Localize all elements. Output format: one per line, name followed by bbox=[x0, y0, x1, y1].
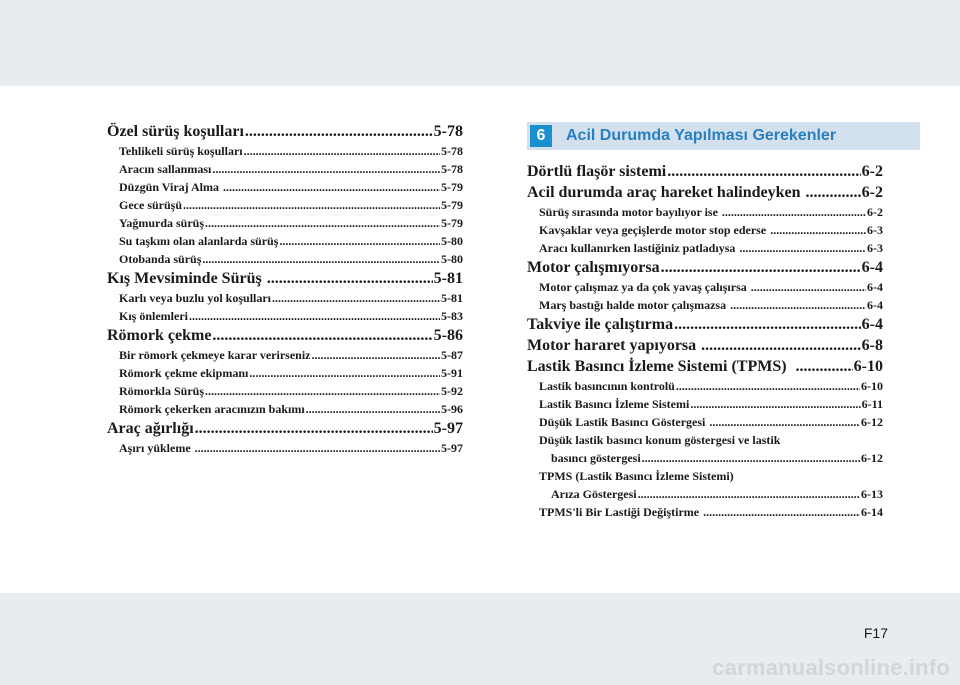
toc-entry-page: 5-79 bbox=[441, 216, 463, 230]
toc-subsection-entry[interactable] bbox=[527, 203, 883, 221]
toc-section-entry[interactable] bbox=[527, 335, 883, 356]
toc-entry-label: Kış önlemleri bbox=[119, 309, 188, 323]
toc-left-column bbox=[107, 121, 463, 457]
toc-entry-page: 5-86 bbox=[433, 327, 463, 344]
toc-section-entry[interactable] bbox=[107, 268, 463, 289]
toc-section-entry[interactable] bbox=[527, 161, 883, 182]
toc-leader-dots bbox=[701, 335, 861, 356]
toc-entry-label: Motor çalışmıyorsa bbox=[527, 259, 660, 276]
toc-leader-dots bbox=[770, 221, 866, 239]
toc-entry-label: Marş bastığı halde motor çalışmazsa bbox=[539, 298, 730, 312]
toc-subsection-entry[interactable] bbox=[527, 413, 883, 431]
toc-entry-page: 6-4 bbox=[861, 316, 883, 333]
toc-subsection-entry[interactable] bbox=[107, 214, 463, 232]
toc-leader-dots bbox=[202, 250, 440, 268]
toc-leader-dots bbox=[195, 418, 433, 439]
toc-subsection-entry[interactable] bbox=[527, 377, 883, 395]
toc-leader-dots bbox=[267, 268, 433, 289]
toc-entry-label: Arıza Göstergesi bbox=[551, 487, 637, 501]
toc-leader-dots bbox=[272, 289, 440, 307]
toc-subsection-entry[interactable] bbox=[107, 232, 463, 250]
toc-subsection-entry[interactable] bbox=[527, 278, 883, 296]
toc-entry-page: 6-13 bbox=[861, 487, 883, 501]
toc-leader-dots bbox=[690, 395, 860, 413]
toc-entry-label: Kış Mevsiminde Sürüş bbox=[107, 270, 266, 287]
toc-entry-page: 5-92 bbox=[441, 384, 463, 398]
toc-section-entry[interactable] bbox=[527, 257, 883, 278]
toc-entry-page: 5-78 bbox=[441, 162, 463, 176]
toc-entry-page: 6-2 bbox=[861, 163, 883, 180]
toc-subsection-entry[interactable] bbox=[527, 221, 883, 239]
toc-leader-dots bbox=[279, 232, 440, 250]
toc-entry-label: Düzgün Viraj Alma bbox=[119, 180, 223, 194]
toc-entry-label: Bir römork çekmeye karar verirseniz bbox=[119, 348, 311, 362]
toc-subsection-entry[interactable] bbox=[527, 395, 883, 413]
toc-entry-label: Aşırı yükleme bbox=[119, 441, 194, 455]
toc-entry-label: Römork çekme ekipmanı bbox=[119, 366, 249, 380]
toc-section-entry[interactable] bbox=[107, 325, 463, 346]
toc-entry-page: 5-80 bbox=[441, 252, 463, 266]
toc-subsection-entry[interactable] bbox=[527, 449, 883, 467]
top-band bbox=[0, 0, 960, 86]
toc-section-entry[interactable] bbox=[527, 182, 883, 203]
toc-subsection-entry[interactable] bbox=[527, 485, 883, 503]
toc-subsection-entry[interactable] bbox=[107, 439, 463, 457]
toc-section-entry[interactable] bbox=[107, 121, 463, 142]
toc-leader-dots bbox=[638, 485, 860, 503]
toc-subsection-entry[interactable] bbox=[107, 307, 463, 325]
toc-entry-label: Römork çekerken aracınızın bakımı bbox=[119, 402, 305, 416]
chapter-number-badge: 6 bbox=[530, 125, 552, 147]
toc-leader-dots bbox=[195, 439, 440, 457]
toc-leader-dots bbox=[796, 356, 853, 377]
toc-entry-label: Karlı veya buzlu yol koşulları bbox=[119, 291, 272, 305]
toc-entry-label: Lastik Basıncı İzleme Sistemi (TPMS) bbox=[527, 358, 795, 375]
toc-entry-page: 6-10 bbox=[853, 358, 883, 375]
toc-leader-dots bbox=[205, 382, 440, 400]
toc-entry-label: Aracın sallanması bbox=[119, 162, 212, 176]
toc-entry-label: Lastik basıncının kontrolü bbox=[539, 379, 675, 393]
toc-entry-label: Düşük Lastik Basıncı Göstergesi bbox=[539, 415, 709, 429]
toc-entry-page: 6-14 bbox=[861, 505, 883, 519]
toc-entry-label: Kavşaklar veya geçişlerde motor stop ederse bbox=[539, 223, 770, 237]
toc-entry-label: Römork çekme bbox=[107, 327, 212, 344]
toc-subsection-entry[interactable] bbox=[527, 503, 883, 521]
toc-entry-page: 5-96 bbox=[441, 402, 463, 416]
toc-entry-page: 5-97 bbox=[441, 441, 463, 455]
toc-leader-dots bbox=[739, 239, 866, 257]
toc-entry-page: 6-3 bbox=[867, 223, 883, 237]
toc-entry-label: Dörtlü flaşör sistemi bbox=[527, 163, 667, 180]
toc-entry-page: 5-91 bbox=[441, 366, 463, 380]
toc-entry-label: Su taşkını olan alanlarda sürüş bbox=[119, 234, 279, 248]
toc-leader-dots bbox=[642, 449, 860, 467]
toc-section-entry[interactable] bbox=[527, 356, 883, 377]
toc-leader-dots bbox=[306, 400, 440, 418]
toc-entry-label: Sürüş sırasında motor bayılıyor ise bbox=[539, 205, 721, 219]
toc-entry-label: Motor hararet yapıyorsa bbox=[527, 337, 701, 354]
toc-entry-page: 6-12 bbox=[861, 415, 883, 429]
toc-leader-dots bbox=[212, 160, 440, 178]
chapter-title: Acil Durumda Yapılması Gerekenler bbox=[566, 127, 837, 144]
toc-leader-dots bbox=[312, 346, 441, 364]
toc-entry-page: 6-2 bbox=[867, 205, 883, 219]
toc-text-line: Düşük lastik basıncı konum göstergesi ve lastik bbox=[539, 433, 781, 447]
toc-leader-dots bbox=[806, 182, 861, 203]
toc-leader-dots bbox=[674, 314, 861, 335]
toc-leader-dots bbox=[751, 278, 866, 296]
toc-leader-dots bbox=[730, 296, 866, 314]
watermark: carmanualsonline.info bbox=[712, 655, 950, 680]
toc-entry-label: Özel sürüş koşulları bbox=[107, 123, 244, 140]
toc-entry-page: 5-81 bbox=[441, 291, 463, 305]
toc-right-column bbox=[527, 161, 883, 521]
toc-subsection-entry[interactable] bbox=[107, 382, 463, 400]
toc-subsection-entry[interactable] bbox=[527, 239, 883, 257]
toc-entry-page: 6-3 bbox=[867, 241, 883, 255]
toc-entry-page: 5-97 bbox=[433, 420, 463, 437]
chapter-header bbox=[527, 122, 920, 150]
toc-entry-label: Tehlikeli sürüş koşulları bbox=[119, 144, 243, 158]
page-number: F17 bbox=[863, 625, 888, 641]
toc-leader-dots bbox=[189, 307, 440, 325]
toc-entry-page: 5-87 bbox=[441, 348, 463, 362]
toc-entry-page: 5-81 bbox=[433, 270, 463, 287]
toc-entry-label: Aracı kullanırken lastiğiniz patladıysa bbox=[539, 241, 739, 255]
toc-entry-page: 6-4 bbox=[867, 298, 883, 312]
toc-entry-page: 5-79 bbox=[441, 180, 463, 194]
toc-entry-page: 6-12 bbox=[861, 451, 883, 465]
toc-entry-label: basıncı göstergesi bbox=[551, 451, 641, 465]
toc-entry-label: Otobanda sürüş bbox=[119, 252, 202, 266]
toc-leader-dots bbox=[223, 178, 440, 196]
toc-entry-page: 6-8 bbox=[861, 337, 883, 354]
toc-leader-dots bbox=[667, 161, 860, 182]
toc-subsection-entry[interactable] bbox=[107, 160, 463, 178]
toc-entry-label: Araç ağırlığı bbox=[107, 420, 194, 437]
toc-leader-dots bbox=[244, 142, 440, 160]
toc-entry-page: 5-78 bbox=[433, 123, 463, 140]
toc-entry-label: Römorkla Sürüş bbox=[119, 384, 205, 398]
toc-text-line: TPMS (Lastik Basıncı İzleme Sistemi) bbox=[539, 469, 734, 483]
toc-entry-page: 5-80 bbox=[441, 234, 463, 248]
toc-leader-dots bbox=[722, 203, 866, 221]
toc-entry-label: TPMS'li Bir Lastiği Değiştirme bbox=[539, 505, 703, 519]
toc-subsection-entry[interactable] bbox=[107, 142, 463, 160]
toc-entry-page: 5-78 bbox=[441, 144, 463, 158]
toc-subsection-entry[interactable] bbox=[527, 296, 883, 314]
toc-section-entry[interactable] bbox=[527, 314, 883, 335]
toc-leader-dots bbox=[183, 196, 440, 214]
toc-leader-dots bbox=[249, 364, 440, 382]
toc-entry-page: 5-79 bbox=[441, 198, 463, 212]
toc-leader-dots bbox=[661, 257, 861, 278]
toc-entry-page: 6-11 bbox=[861, 397, 883, 411]
toc-subsection-entry[interactable] bbox=[107, 289, 463, 307]
toc-entry-page: 6-2 bbox=[861, 184, 883, 201]
toc-subsection-entry[interactable] bbox=[107, 250, 463, 268]
toc-entry-label: Lastik Basıncı İzleme Sistemi bbox=[539, 397, 690, 411]
toc-entry-page: 6-10 bbox=[861, 379, 883, 393]
toc-entry-page: 5-83 bbox=[441, 309, 463, 323]
toc-subsection-entry[interactable] bbox=[107, 346, 463, 364]
toc-entry-page: 6-4 bbox=[861, 259, 883, 276]
toc-section-entry[interactable] bbox=[107, 418, 463, 439]
toc-subsection-entry[interactable] bbox=[107, 400, 463, 418]
toc-leader-dots bbox=[205, 214, 440, 232]
toc-leader-dots bbox=[709, 413, 860, 431]
toc-subsection-entry[interactable] bbox=[107, 196, 463, 214]
toc-subsection-entry[interactable] bbox=[107, 178, 463, 196]
toc-entry-label: Takviye ile çalıştırma bbox=[527, 316, 674, 333]
toc-entry-label: Gece sürüşü bbox=[119, 198, 182, 212]
toc-leader-dots bbox=[676, 377, 860, 395]
toc-entry-label: Motor çalışmaz ya da çok yavaş çalışırsa bbox=[539, 280, 750, 294]
toc-leader-dots bbox=[245, 121, 433, 142]
toc-leader-dots bbox=[212, 325, 432, 346]
toc-entry-page: 6-4 bbox=[867, 280, 883, 294]
toc-leader-dots bbox=[703, 503, 860, 521]
toc-entry-label: Yağmurda sürüş bbox=[119, 216, 205, 230]
toc-subsection-entry[interactable] bbox=[107, 364, 463, 382]
toc-entry-label: Acil durumda araç hareket halindeyken bbox=[527, 184, 805, 201]
